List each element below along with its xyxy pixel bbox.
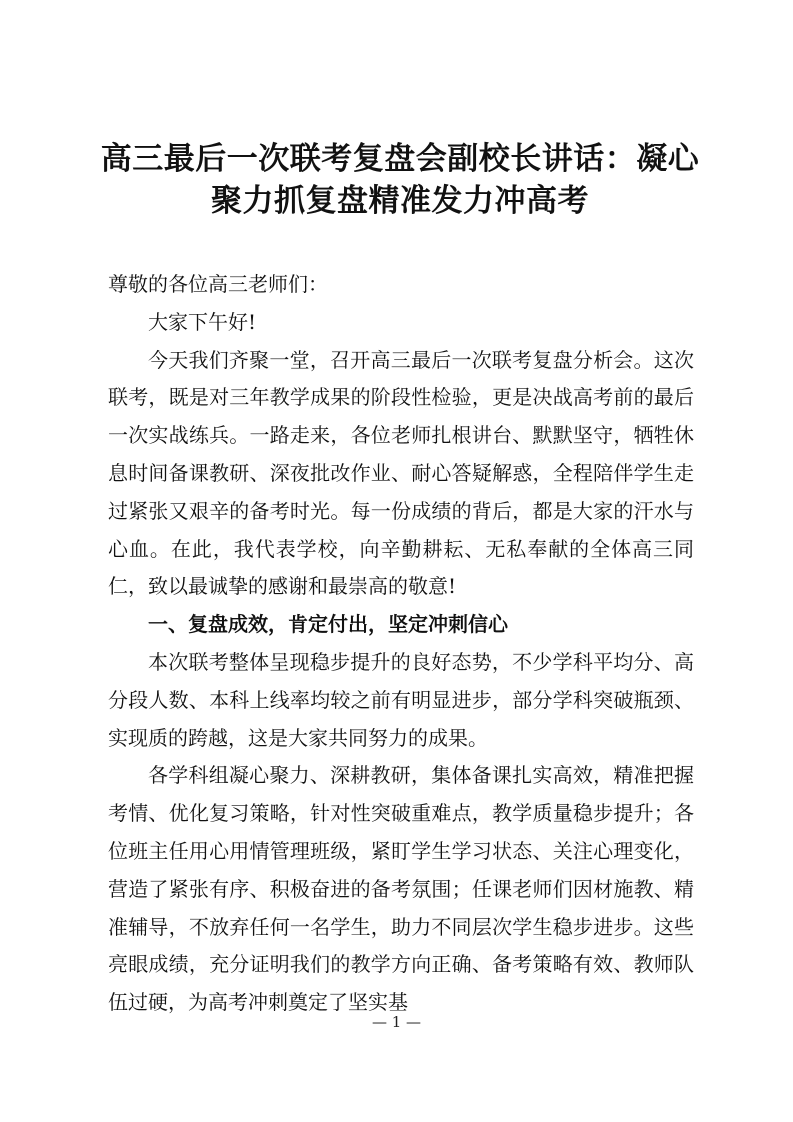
document-title: 高三最后一次联考复盘会副校长讲话：凝心聚力抓复盘精准发力冲高考 bbox=[100, 141, 700, 219]
paragraph-teams: 各学科组凝心聚力、深耕教研，集体备课扎实高效，精准把握考情、优化复习策略，针对性突破重难点，教学质量稳步提升；各位班主任用心用情管理班级，紧盯学生学习状态、关注心理变化，营造了紧张有序、积极奋进的备考氛围；任课老师们因材施教、精准辅导，不放弃任何一名学生，助力不同层次学生稳步进步。这些亮眼成绩，充分证明我们的教学方向正确、备考策略有效、教师队伍过硬，为高考冲刺奠定了坚实基 bbox=[108, 763, 694, 1015]
section-heading-1: 一、复盘成效，肯定付出，坚定冲刺信心 bbox=[148, 612, 508, 637]
salutation: 尊敬的各位高三老师们： bbox=[108, 272, 328, 296]
paragraph-results: 本次联考整体呈现稳步提升的良好态势，不少学科平均分、高分段人数、本科上线率均较之前有明显进步，部分学科突破瓶颈、实现质的跨越，这是大家共同努力的成果。 bbox=[108, 649, 694, 750]
page-number: — 1 — bbox=[371, 1013, 422, 1031]
document-body bbox=[108, 266, 694, 1022]
paragraph-intro: 今天我们齐聚一堂，召开高三最后一次联考复盘分析会。这次联考，既是对三年教学成果的阶段性检验，更是决战高考前的最后一次实战练兵。一路走来，各位老师扎根讲台、默默坚守，牺牲休息时间备课教研、深夜批改作业、耐心答疑解惑，全程陪伴学生走过紧张又艰辛的备考时光。每一份成绩的背后，都是大家的汗水与心血。在此，我代表学校，向辛勤耕耘、无私奉献的全体高三同仁，致以最诚挚的感谢和最崇高的敬意! bbox=[108, 347, 694, 599]
greeting: 大家下午好! bbox=[148, 309, 257, 334]
